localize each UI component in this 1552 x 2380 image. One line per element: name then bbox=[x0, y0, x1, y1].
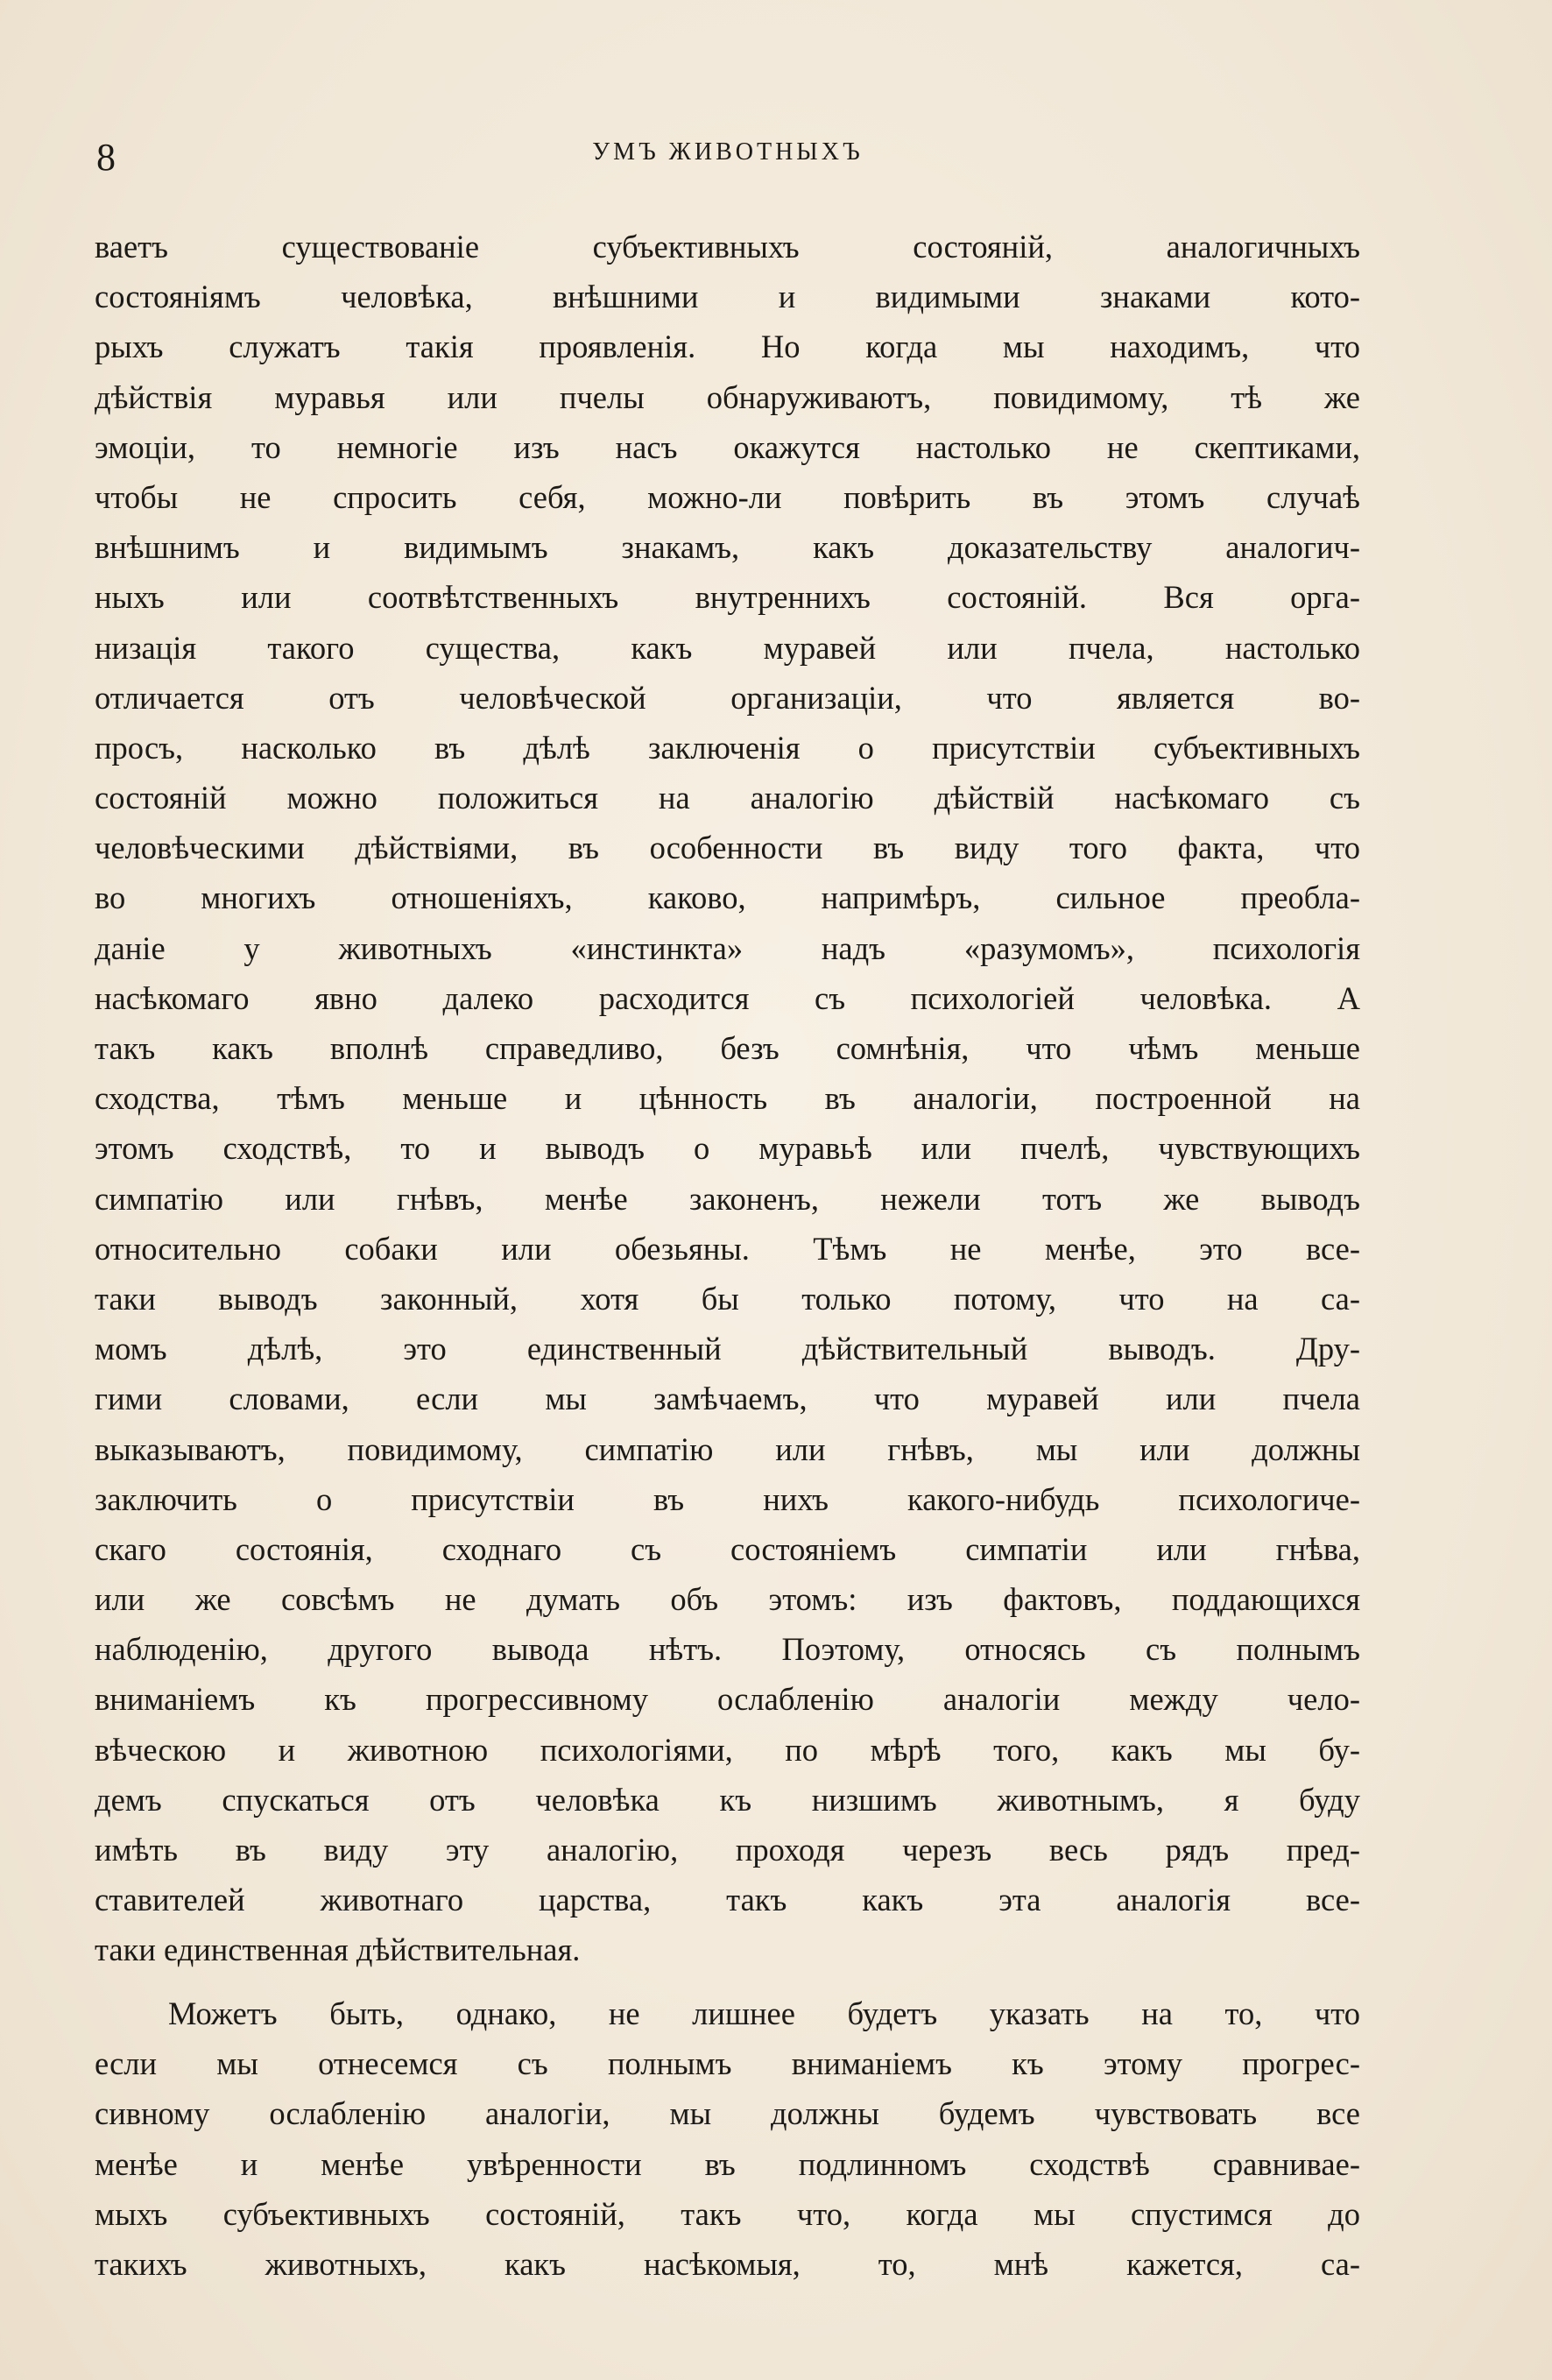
text-line: вѣческою и животною психологіями, по мѣрѣ того, какъ мы бу- bbox=[95, 1731, 1360, 1768]
text-line: сивному ослабленію аналогіи, мы должны будемъ чувствовать все bbox=[95, 2095, 1360, 2132]
text-line: момъ дѣлѣ, это единственный дѣйствительный выводъ. Дру- bbox=[95, 1331, 1360, 1367]
text-line: ныхъ или соотвѣтственныхъ внутреннихъ состояній. Вся орга- bbox=[95, 579, 1360, 616]
text-line: относительно собаки или обезьяны. Тѣмъ не менѣе, это все- bbox=[95, 1230, 1360, 1267]
text-line: гими словами, если мы замѣчаемъ, что муравей или пчела bbox=[95, 1381, 1360, 1417]
text-line: имѣть въ виду эту аналогію, проходя черезъ весь рядъ пред- bbox=[95, 1832, 1360, 1868]
text-line: таки выводъ законный, хотя бы только потому, что на са- bbox=[95, 1280, 1360, 1317]
text-line: чтобы не спросить себя, можно-ли повѣрить въ этомъ случаѣ bbox=[95, 478, 1360, 515]
text-line: отличается отъ человѣческой организаціи, что является во- bbox=[95, 679, 1360, 716]
page-number: 8 bbox=[96, 136, 116, 179]
text-line: вниманіемъ къ прогрессивному ослабленію аналогіи между чело- bbox=[95, 1681, 1360, 1718]
text-line: таки единственная дѣйствительная. bbox=[95, 1932, 581, 1968]
text-line: насѣкомаго явно далеко расходится съ психологіей человѣка. А bbox=[95, 979, 1360, 1016]
text-line: такъ какъ вполнѣ справедливо, безъ сомнѣнія, что чѣмъ меньше bbox=[95, 1030, 1360, 1066]
text-line: демъ спускаться отъ человѣка къ низшимъ животнымъ, я буду bbox=[95, 1781, 1360, 1818]
text-line: ставителей животнаго царства, такъ какъ эта аналогія все- bbox=[95, 1882, 1360, 1918]
text-line: дѣйствія муравья или пчелы обнаруживаютъ, повидимому, тѣ же bbox=[95, 378, 1360, 415]
text-line: такихъ животныхъ, какъ насѣкомыя, то, мнѣ кажется, са- bbox=[95, 2245, 1360, 2282]
text-line: симпатію или гнѣвъ, менѣе законенъ, нежели тотъ же выводъ bbox=[95, 1180, 1360, 1217]
page-header bbox=[96, 131, 1359, 184]
text-line: менѣе и менѣе увѣренности въ подлинномъ сходствѣ сравнивае- bbox=[95, 2145, 1360, 2182]
text-line: во многихъ отношеніяхъ, каково, напримѣръ, сильное преобла- bbox=[95, 879, 1360, 916]
text-line: выказываютъ, повидимому, симпатію или гнѣвъ, мы или должны bbox=[95, 1430, 1360, 1467]
text-line: скаго состоянія, сходнаго съ состояніемъ симпатіи или гнѣва, bbox=[95, 1530, 1360, 1567]
text-line: сходства, тѣмъ меньше и цѣнность въ аналогіи, построенной на bbox=[95, 1080, 1360, 1117]
text-line: состояніямъ человѣка, внѣшними и видимыми знаками кото- bbox=[95, 279, 1360, 315]
running-head: УМЪ ЖИВОТНЫХЪ bbox=[592, 138, 864, 166]
text-line: низація такого существа, какъ муравей или пчела, настолько bbox=[95, 629, 1360, 666]
text-line: просъ, насколько въ дѣлѣ заключенія о присутствіи субъективныхъ bbox=[95, 729, 1360, 766]
text-line: внѣшнимъ и видимымъ знакамъ, какъ доказательству аналогич- bbox=[95, 529, 1360, 566]
text-line: даніе у животныхъ «инстинкта» надъ «разумомъ», психологія bbox=[95, 929, 1360, 966]
text-line: этомъ сходствѣ, то и выводъ о муравьѣ или пчелѣ, чувствующихъ bbox=[95, 1130, 1360, 1167]
text-line: наблюденію, другого вывода нѣтъ. Поэтому, относясь съ полнымъ bbox=[95, 1631, 1360, 1668]
text-line: если мы отнесемся съ полнымъ вниманіемъ къ этому прогрес- bbox=[95, 2045, 1360, 2082]
text-line: человѣческими дѣйствіями, въ особенности въ виду того факта, что bbox=[95, 830, 1360, 866]
text-line: Можетъ быть, однако, не лишнее будетъ указать на то, что bbox=[168, 1995, 1360, 2031]
paragraph-1 bbox=[95, 222, 1360, 1975]
text-line: состояній можно положиться на аналогію дѣйствій насѣкомаго съ bbox=[95, 780, 1360, 816]
text-line: мыхъ субъективныхъ состояній, такъ что, когда мы спустимся до bbox=[95, 2195, 1360, 2232]
text-line: заключить о присутствіи въ нихъ какого-нибудь психологиче- bbox=[95, 1480, 1360, 1517]
text-line: ваетъ существованіе субъективныхъ состояній, аналогичныхъ bbox=[95, 229, 1360, 265]
text-line: рыхъ служатъ такія проявленія. Но когда мы находимъ, что bbox=[95, 328, 1360, 365]
text-line: эмоціи, то немногіе изъ насъ окажутся настолько не скептиками, bbox=[95, 428, 1360, 465]
paragraph-2 bbox=[95, 1988, 1360, 2289]
text-line: или же совсѣмъ не думать объ этомъ: изъ фактовъ, поддающихся bbox=[95, 1581, 1360, 1618]
